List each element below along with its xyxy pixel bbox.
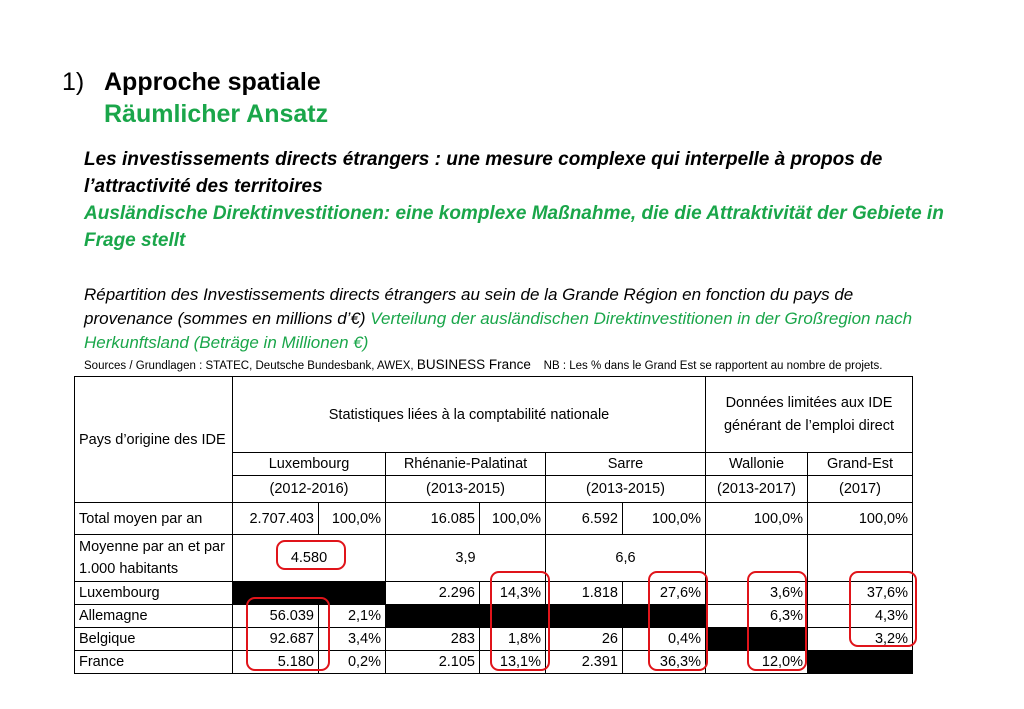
- header-region-ge: Grand-Est: [808, 453, 913, 476]
- row-rhe-pct: 1,8%: [480, 628, 546, 651]
- header-period-lux: (2012-2016): [233, 476, 386, 503]
- sources-prefix: Sources / Grundlagen : STATEC, Deutsche Bundesbank, AWEX,: [84, 360, 414, 372]
- sources-note: NB : Les % dans le Grand Est se rapportent au nombre de projets.: [543, 360, 883, 372]
- blank-cell: [386, 605, 480, 628]
- total-rhe-pct: 100,0%: [480, 503, 546, 535]
- row-ge-pct: 3,2%: [808, 628, 913, 651]
- row-rhe-value: 2.105: [386, 651, 480, 674]
- header-national-stats: Statistiques liées à la comptabilité nationale: [233, 377, 706, 453]
- total-lux-pct: 100,0%: [319, 503, 386, 535]
- row-ge-pct: 4,3%: [808, 605, 913, 628]
- row-lux-value: 92.687: [233, 628, 319, 651]
- total-ge-pct: 100,0%: [808, 503, 913, 535]
- per-capita-rhe: 3,9: [386, 535, 546, 582]
- row-rhe-value: 283: [386, 628, 480, 651]
- highlight-sar-pct: [648, 571, 708, 671]
- row-label: France: [75, 651, 233, 674]
- subtitle: [84, 146, 944, 254]
- row-label: Belgique: [75, 628, 233, 651]
- row-sar-value: 2.391: [546, 651, 623, 674]
- row-label: Allemagne: [75, 605, 233, 628]
- total-label: Total moyen par an: [75, 503, 233, 535]
- row-wal-pct: 12,0%: [706, 651, 808, 674]
- row-lux-value: 5.180: [233, 651, 319, 674]
- description: [84, 283, 944, 355]
- row-sar-value: 26: [546, 628, 623, 651]
- description-de: Verteilung der ausländischen Direktinvestitionen in der Großregion nach Herkunftsland (Beträge in Millionen €): [84, 309, 913, 352]
- header-region-sar: Sarre: [546, 453, 706, 476]
- subtitle-de: Ausländische Direktinvestitionen: eine komplexe Maßnahme, die die Attraktivität der Gebiete in Frage stellt: [84, 203, 944, 251]
- per-capita-sar: 6,6: [546, 535, 706, 582]
- per-capita-lux: 4.580: [233, 535, 386, 582]
- highlight-rhe-pct: [490, 571, 550, 671]
- header-region-wal: Wallonie: [706, 453, 808, 476]
- highlight-lux-column: [246, 597, 330, 671]
- description-fr: Répartition des Investissements directs étrangers au sein de la Grande Région en fonction du pays de provenance (sommes en millions d’€): [84, 285, 854, 328]
- row-rhe-value: 2.296: [386, 582, 480, 605]
- row-rhe-pct: 13,1%: [480, 651, 546, 674]
- row-lux-pct: 3,4%: [319, 628, 386, 651]
- header-period-wal: (2013-2017): [706, 476, 808, 503]
- blank-cell: [808, 651, 913, 674]
- row-wal-pct: 3,6%: [706, 582, 808, 605]
- row-sar-pct: 0,4%: [623, 628, 706, 651]
- row-ge-pct: 37,6%: [808, 582, 913, 605]
- row-wal-pct: 6,3%: [706, 605, 808, 628]
- header-period-rhe: (2013-2015): [386, 476, 546, 503]
- highlight-ge-pct: [849, 571, 917, 647]
- total-sar-value: 6.592: [546, 503, 623, 535]
- header-region-rhe: Rhénanie-Palatinat: [386, 453, 546, 476]
- row-lux-pct: 2,1%: [319, 605, 386, 628]
- total-sar-pct: 100,0%: [623, 503, 706, 535]
- header-origin: Pays d’origine des IDE: [75, 377, 233, 503]
- heading-title-de: Räumlicher Ansatz: [104, 100, 329, 128]
- row-sar-pct: 36,3%: [623, 651, 706, 674]
- row-lux-pct: 0,2%: [319, 651, 386, 674]
- row-lux-value: 56.039: [233, 605, 319, 628]
- total-rhe-value: 16.085: [386, 503, 480, 535]
- header-period-sar: (2013-2015): [546, 476, 706, 503]
- total-lux-value: 2.707.403: [233, 503, 319, 535]
- row-rhe-pct: 14,3%: [480, 582, 546, 605]
- header-region-lux: Luxembourg: [233, 453, 386, 476]
- per-capita-label: Moyenne par an et par 1.000 habitants: [75, 535, 233, 582]
- highlight-per-capita-lux: [276, 540, 346, 570]
- sources-line: [84, 357, 882, 372]
- row-sar-value: 1.818: [546, 582, 623, 605]
- row-label: Luxembourg: [75, 582, 233, 605]
- sources-business: BUSINESS France: [416, 357, 531, 372]
- subtitle-fr: Les investissements directs étrangers : une mesure complexe qui interpelle à propos de l’attractivité des territoires: [84, 149, 883, 197]
- slide-heading: [62, 66, 328, 130]
- heading-title-fr: Approche spatiale: [104, 68, 321, 96]
- highlight-wal-pct: [747, 571, 807, 671]
- blank-cell: [546, 605, 623, 628]
- header-period-ge: (2017): [808, 476, 913, 503]
- header-limited-data: Données limitées aux IDE générant de l’emploi direct: [706, 377, 913, 453]
- heading-number: 1): [62, 68, 85, 96]
- total-wal-pct: 100,0%: [706, 503, 808, 535]
- row-sar-pct: 27,6%: [623, 582, 706, 605]
